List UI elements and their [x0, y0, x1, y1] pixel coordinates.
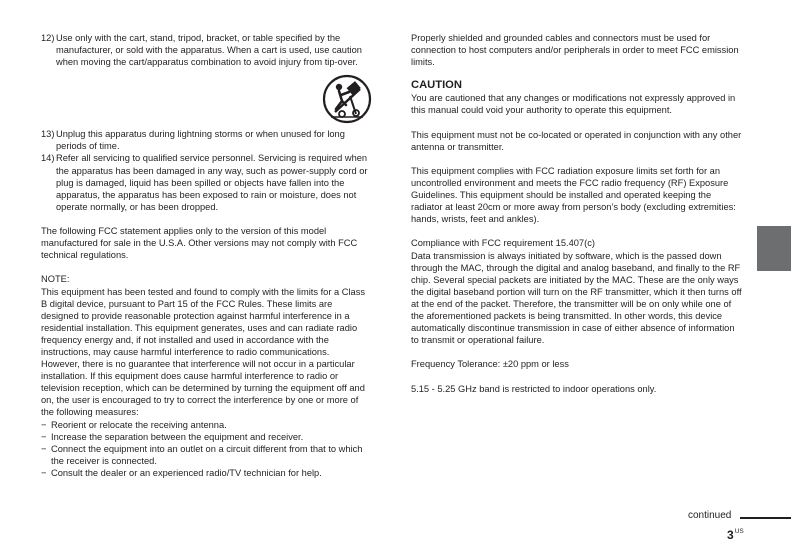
page-number-digit: 3 — [727, 528, 734, 542]
caution-text: You are cautioned that any changes or modifications not expressly approved in this manual could void your authority to operate this equipment. — [411, 93, 736, 116]
cart-tip-over-warning-icon — [322, 74, 372, 124]
band-restriction: 5.15 - 5.25 GHz band is restricted to indoor operations only. — [411, 383, 657, 394]
continued-rule — [740, 517, 791, 519]
caution-heading: CAUTION — [411, 79, 462, 92]
compliance-text: Data transmission is always initiated by software, which is the passed down through the MAC, through the digital and analog baseband, and finally to the RF chip. Several special packets are initiated by the MAC. These are the only ways the digital baseband portion will turn on the RF transmitter, which it then turns off at the end of the packet. Therefore, the transmitter will be on only while one of the aforementioned packets is being transmitted. In other words, this device automatically discontinue transmission in case of either absence of information to transmit or operational failure. — [411, 250, 742, 346]
list-item-14 — [41, 152, 372, 212]
item-text: Refer all servicing to qualified service personnel. Servicing is required when the apparatus has been damaged in any way, such as power-supply cord or plug is damaged, liquid has been spilled or objects have fallen into the apparatus, the apparatus has been exposed to rain or moisture, does not operate normally, or has been dropped. — [56, 153, 368, 212]
colocated-text: This equipment must not be co-located or operated in conjunction with any other antenna or transmitter. — [411, 129, 742, 152]
dash-bullet: − — [41, 431, 47, 442]
right-column — [411, 32, 742, 395]
measure-text: Consult the dealer or an experienced radio/TV technician for help. — [51, 467, 322, 478]
fcc-statement: The following FCC statement applies only to the version of this model manufactured for sale in the U.S.A. Other versions may not comply with FCC technical regulations. — [41, 226, 358, 261]
measure-item — [41, 443, 372, 467]
note-heading: NOTE: — [41, 274, 70, 285]
item-number: 13) — [41, 129, 55, 140]
list-item-12 — [41, 32, 372, 68]
list-item-13 — [41, 128, 372, 152]
left-column — [41, 32, 372, 479]
measure-text: Connect the equipment into an outlet on a circuit different from that to which the receiver is connected. — [51, 443, 363, 466]
item-text: Use only with the cart, stand, tripod, bracket, or table specified by the manufacturer, or sold with the apparatus. When a cart is used, use caution when moving the cart/apparatus combination to avoid injury from tip-over. — [56, 33, 362, 68]
item-number: 14) — [41, 153, 55, 164]
page-number-suffix: US — [734, 528, 744, 535]
dash-bullet: − — [41, 467, 47, 478]
item-text: Unplug this apparatus during lightning storms or when unused for long periods of time. — [56, 129, 345, 152]
cart-warning-figure — [41, 68, 372, 128]
frequency-tolerance: Frequency Tolerance: ±20 ppm or less — [411, 359, 569, 370]
note-paragraph-2: However, there is no guarantee that interference will not occur in a particular installation. If this equipment does cause harmful interference to radio or television reception, which can be determined by turning the equipment off and on, the user is encouraged to try to correct the interference by one or more of the following measures: — [41, 359, 365, 418]
rf-exposure-text: This equipment complies with FCC radiation exposure limits set forth for an uncontrolled environment and meets the FCC radio frequency (RF) Exposure Guidelines. This equipment should be installed and operated keeping the radiator at least 20cm or more away from person’s body (excluding extremities: hands, wrists, feet and ankles). — [411, 165, 736, 225]
shielded-cables-text: Properly shielded and grounded cables and connectors must be used for connection to host computers and/or peripherals in order to meet FCC emission limits. — [411, 33, 739, 68]
dash-bullet: − — [41, 419, 47, 430]
measure-item — [41, 467, 372, 479]
measure-item — [41, 431, 372, 443]
item-number: 12) — [41, 33, 55, 43]
side-tab — [757, 226, 791, 271]
continued-label: continued — [688, 510, 732, 521]
page-number — [727, 528, 744, 542]
note-paragraph-1: This equipment has been tested and found to comply with the limits for a Class B digital device, pursuant to Part 15 of the FCC Rules. These limits are designed to provide reasonable protection against harmful interference in a residential installation. This equipment generates, uses and can radiate radio frequency energy and, if not installed and used in accordance with the instructions, may cause harmful interference to radio communications. — [41, 286, 366, 357]
dash-bullet: − — [41, 443, 47, 454]
measure-item — [41, 419, 372, 431]
measure-text: Increase the separation between the equipment and receiver. — [51, 431, 304, 442]
measure-text: Reorient or relocate the receiving antenna. — [51, 419, 227, 430]
compliance-title: Compliance with FCC requirement 15.407(c) — [411, 238, 595, 249]
